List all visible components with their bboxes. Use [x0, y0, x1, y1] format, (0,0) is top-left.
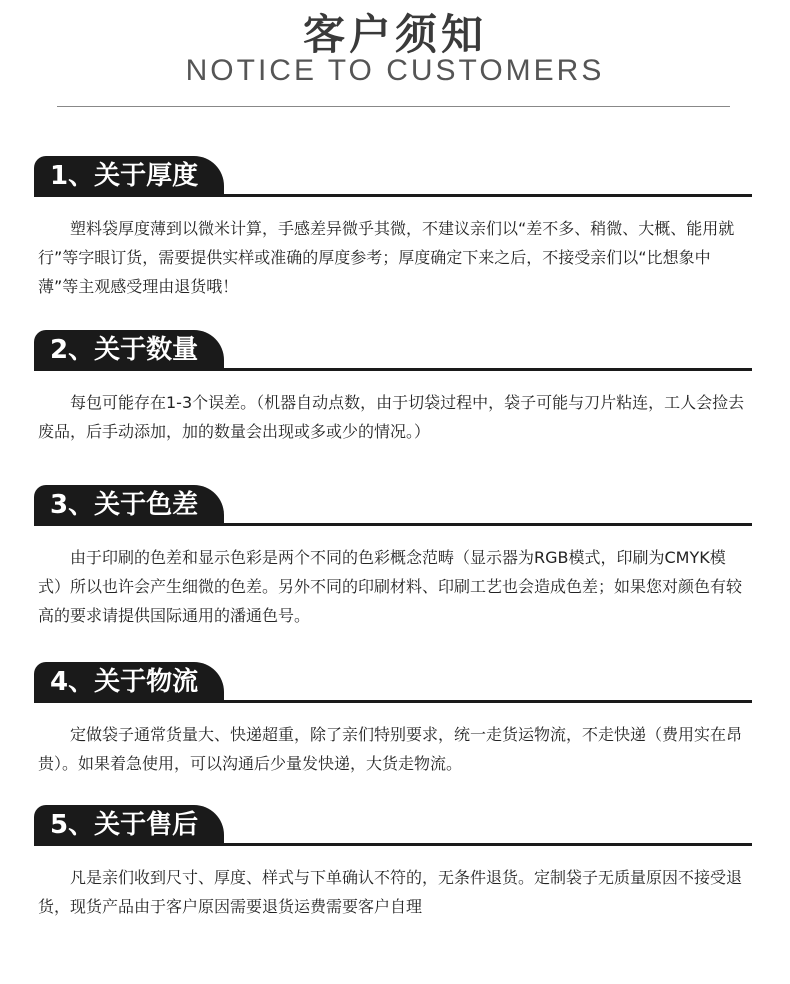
section-header	[34, 485, 752, 529]
section-color-difference	[34, 485, 752, 630]
section-divider	[34, 368, 752, 371]
page-title: 客户须知	[302, 10, 487, 59]
page-subtitle: NOTICE TO CUSTOMERS	[185, 54, 605, 87]
section-after-sales	[34, 805, 752, 921]
section-divider	[34, 194, 752, 197]
section-heading: 4、关于物流	[34, 662, 224, 702]
section-header	[34, 805, 752, 849]
section-heading: 1、关于厚度	[34, 156, 224, 196]
section-body: 定做袋子通常货量大、快递超重，除了亲们特别要求，统一走货运物流，不走快递（费用实在昂贵）。如果着急使用，可以沟通后少量发快递，大货走物流。	[38, 725, 743, 773]
section-body: 由于印刷的色差和显示色彩是两个不同的色彩概念范畴（显示器为RGB模式，印刷为CMYK模式）所以也许会产生细微的色差。另外不同的印刷材料、印刷工艺也会造成色差；如果您对颜色有较高的要求请提供国际通用的潘通色号。	[38, 548, 743, 625]
section-logistics	[34, 662, 752, 778]
section-divider	[34, 700, 752, 703]
section-heading: 5、关于售后	[34, 805, 224, 845]
section-body: 凡是亲们收到尺寸、厚度、样式与下单确认不符的，无条件退货。定制袋子无质量原因不接受退货，现货产品由于客户原因需要退货运费需要客户自理	[38, 868, 743, 916]
section-divider	[34, 843, 752, 846]
section-heading: 3、关于色差	[34, 485, 224, 525]
section-heading: 2、关于数量	[34, 330, 224, 370]
section-header	[34, 156, 752, 200]
section-header	[34, 330, 752, 374]
title-divider	[57, 106, 730, 107]
section-header	[34, 662, 752, 706]
section-quantity	[34, 330, 752, 446]
section-body: 塑料袋厚度薄到以微米计算，手感差异微乎其微，不建议亲们以“差不多、稍微、大概、能用就行”等字眼订货，需要提供实样或准确的厚度参考；厚度确定下来之后，不接受亲们以“比想象中薄”等主观感受理由退货哦！	[38, 219, 735, 296]
section-thickness	[34, 156, 752, 301]
section-body: 每包可能存在1-3个误差。（机器自动点数，由于切袋过程中，袋子可能与刀片粘连，工人会捡去废品，后手动添加，加的数量会出现或多或少的情况。）	[38, 393, 745, 441]
section-divider	[34, 523, 752, 526]
